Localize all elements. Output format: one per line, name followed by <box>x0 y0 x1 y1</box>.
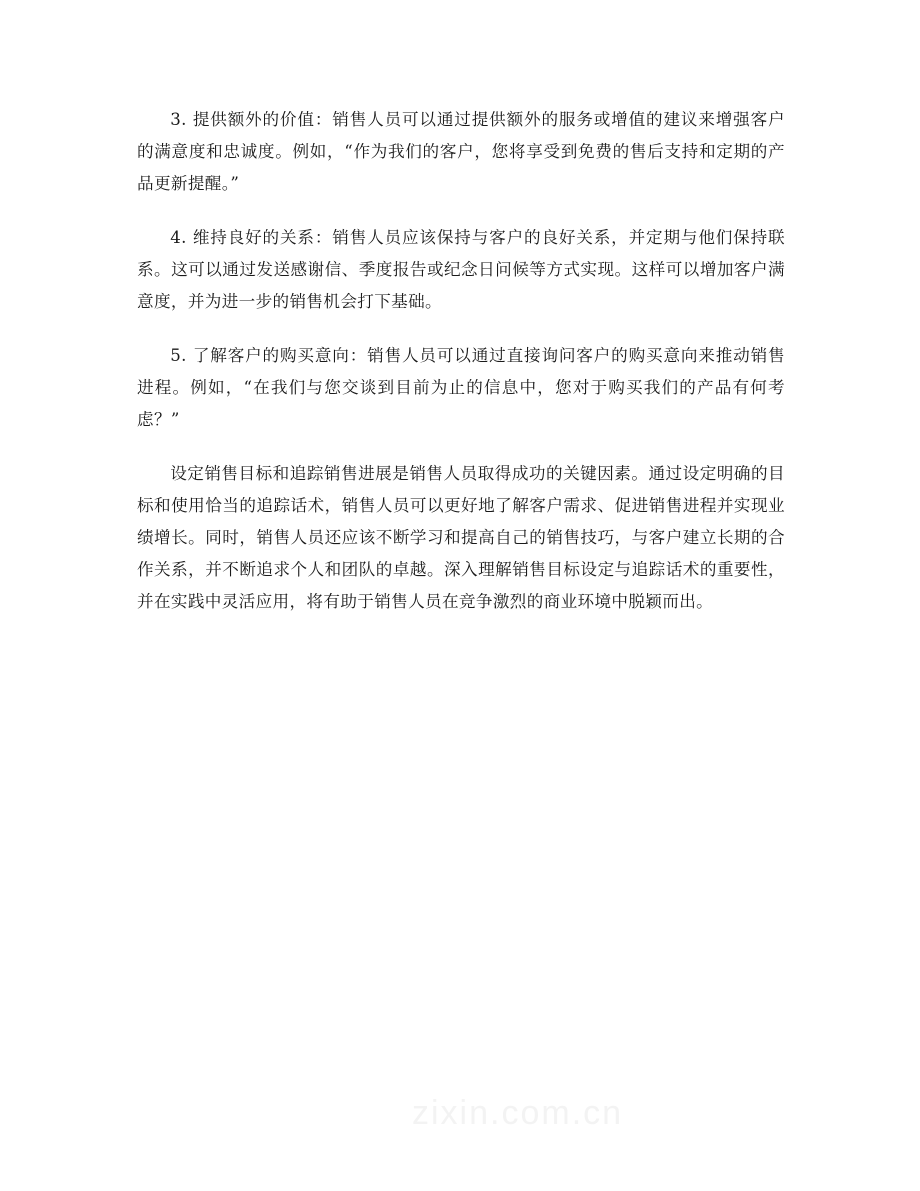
document-body <box>137 104 785 640</box>
paragraph-purchase-intent: 5. 了解客户的购买意向：销售人员可以通过直接询问客户的购买意向来推动销售进程。例如，“在我们与您交谈到目前为止的信息中，您对于购买我们的产品有何考虑？” <box>137 346 785 429</box>
paragraph-conclusion: 设定销售目标和追踪销售进展是销售人员取得成功的关键因素。通过设定明确的目标和使用恰当的追踪话术，销售人员可以更好地了解客户需求、促进销售进程并实现业绩增长。同时，销售人员还应该不断学习和提高自己的销售技巧，与客户建立长期的合作关系，并不断追求个人和团队的卓越。深入理解销售目标设定与追踪话术的重要性，并在实践中灵活应用，将有助于销售人员在竞争激烈的商业环境中脱颖而出。 <box>137 464 785 611</box>
paragraph-provide-extra-value: 3. 提供额外的价值：销售人员可以通过提供额外的服务或增值的建议来增强客户的满意度和忠诚度。例如，“作为我们的客户，您将享受到免费的售后支持和定期的产品更新提醒。” <box>137 110 785 193</box>
paragraph-maintain-relationship: 4. 维持良好的关系：销售人员应该保持与客户的良好关系，并定期与他们保持联系。这可以通过发送感谢信、季度报告或纪念日问候等方式实现。这样可以增加客户满意度，并为进一步的销售机会打下基础。 <box>137 228 785 311</box>
watermark: zixin.com.cn <box>412 1094 624 1132</box>
